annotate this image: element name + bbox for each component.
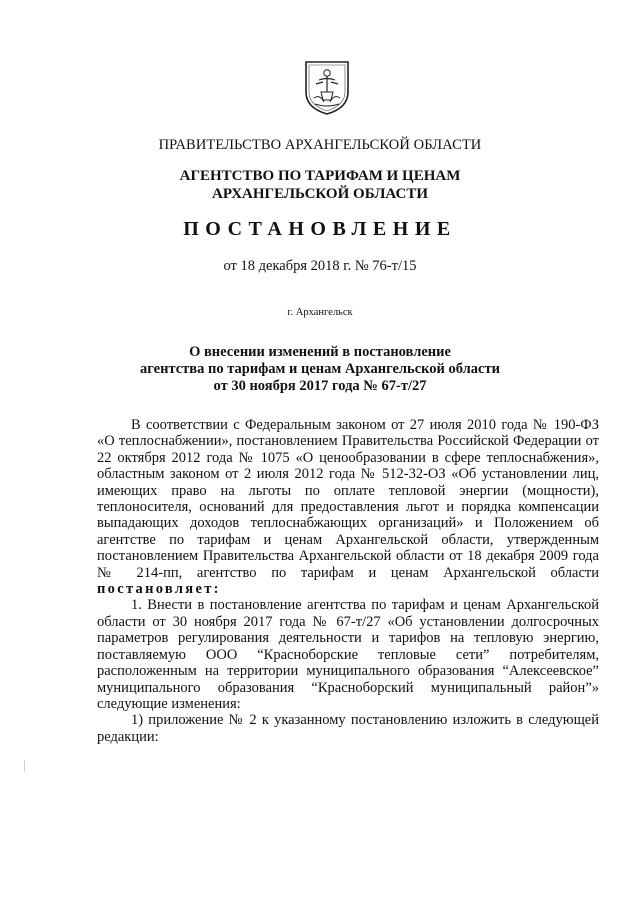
agency-name-line2: АРХАНГЕЛЬСКОЙ ОБЛАСТИ (212, 186, 428, 202)
government-name: ПРАВИТЕЛЬСТВО АРХАНГЕЛЬСКОЙ ОБЛАСТИ (158, 137, 482, 153)
document-date-number: от 18 декабря 2018 г. № 76-т/15 (223, 258, 417, 274)
agency-name (0, 167, 640, 203)
preamble-paragraph (97, 417, 599, 597)
preamble-text: В соответствии с Федеральным законом от 27 июля 2010 года № 190-ФЗ «О теплоснабжении», постановлением Правительства Российской Федерации от 22 октября 2012 года № 1075 «О ценообразовании в сфере теплоснабжения», областным законом от 2 июля 2012 года № 512-32-ОЗ «Об установлении лиц, имеющих право на льготы по оплате тепловой энергии (мощности), теплоносителя, оснований для предоставления льгот и порядка компенсации выпадающих доходов теплоснабжающих организаций» и Положением об агентстве по тарифам и ценам Архангельской области, утвержденным постановлением Правительства Архангельской области от 18 декабря 2009 года № 214-пп, агентство по тарифам и ценам Архангельской области (97, 417, 599, 581)
item-1-paragraph: 1. Внести в постановление агентства по тарифам и ценам Архангельской области от 30 ноября 2017 года № 67-т/27 «Об установлении долгосрочных параметров регулирования деятельности и тарифов на тепловую энергию, поставляемую ООО “Красноборские тепловые сети” потребителям, расположенным на территории муниципального образования “Алексеевское” муниципального образования “Красноборский муниципальный район”» следующие изменения: (97, 597, 599, 712)
coat-of-arms-icon (302, 58, 352, 116)
subject-line3: от 30 ноября 2017 года № 67-т/27 (213, 378, 427, 394)
agency-name-line1: АГЕНТСТВО ПО ТАРИФАМ И ЦЕНАМ (179, 168, 461, 184)
subject-line2: агентства по тарифам и ценам Архангельской области (140, 361, 500, 377)
subject-line1: О внесении изменений в постановление (189, 344, 451, 360)
document-city: г. Архангельск (287, 307, 353, 318)
subitem-1-paragraph: 1) приложение № 2 к указанному постановлению изложить в следующей редакции: (97, 712, 599, 745)
margin-mark (24, 760, 25, 772)
document-subject (0, 344, 640, 395)
document-type: ПОСТАНОВЛЕНИЕ (183, 218, 457, 240)
document-body (97, 417, 599, 745)
resolves-keyword: постановляет: (97, 581, 221, 598)
